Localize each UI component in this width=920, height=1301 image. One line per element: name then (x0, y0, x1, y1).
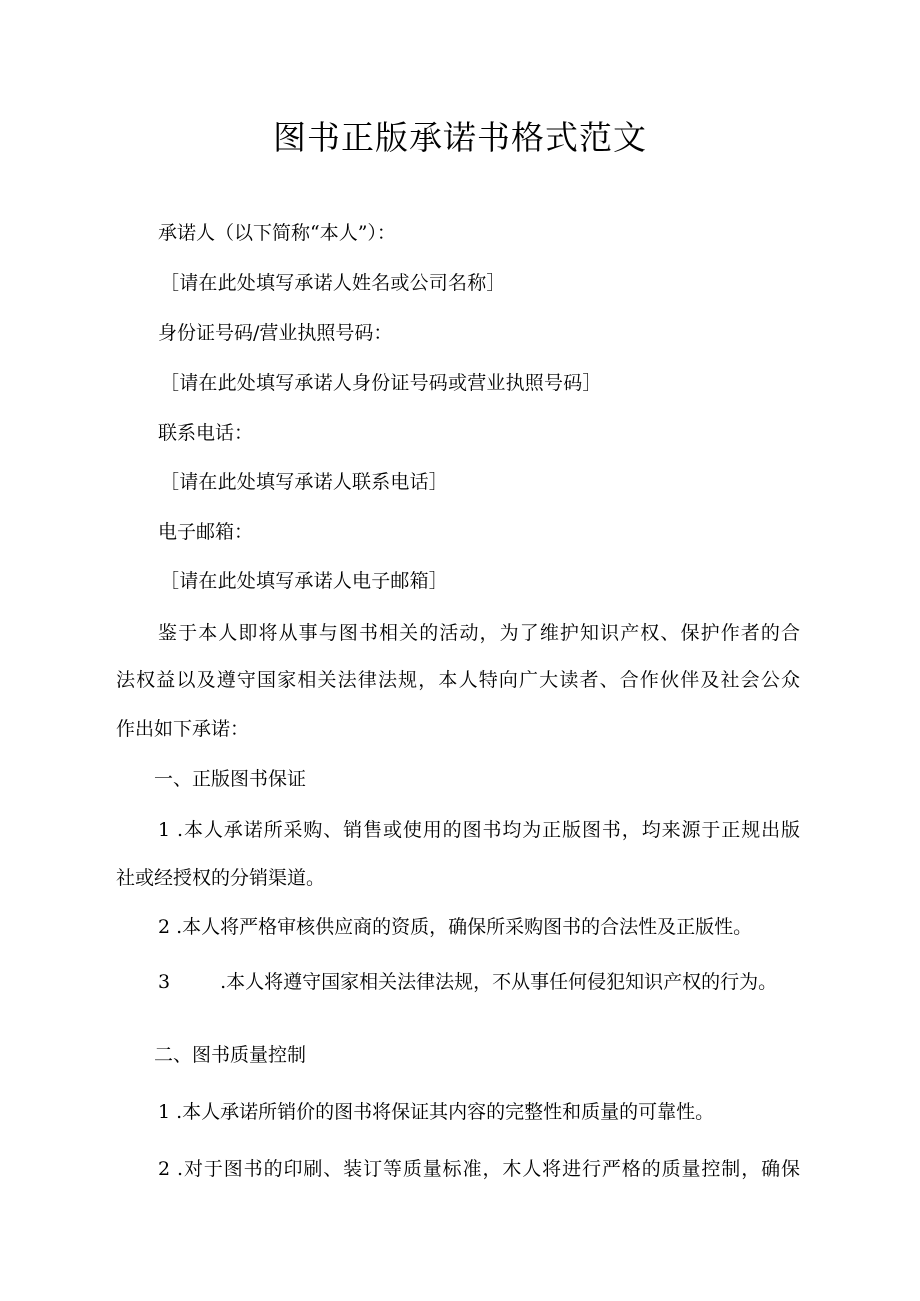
intro-line-1: 鉴于本人即将从事与图书相关的活动，为了维护知识产权、保护作者的合 (158, 622, 800, 644)
name-placeholder: ［请在此处填写承诺人姓名或公司名称］ (160, 272, 506, 294)
document-title: 图书正版承诺书格式范文 (273, 118, 647, 157)
section1-heading: 一、正版图书保证 (154, 768, 307, 790)
section1-item1-line1: 1 .本人承诺所采购、销售或使用的图书均为正版图书，均来源于正规出版 (158, 819, 800, 841)
phone-placeholder: ［请在此处填写承诺人联系电话］ (160, 471, 449, 493)
section1-item3-number: 3 (158, 971, 171, 993)
id-placeholder: ［请在此处填写承诺人身份证号码或营业执照号码］ (160, 372, 602, 394)
email-label: 电子邮箱： (158, 521, 254, 543)
section2-item2: 2 .对于图书的印刷、装订等质量标准，木人将进行严格的质量控制，确保 (158, 1158, 800, 1180)
section1-item1-line2: 社或经授权的分销渠道。 (116, 867, 326, 889)
section1-item3-text: .本人将遵守国家相关法律法规，不从事任何侵犯知识产权的行为。 (220, 971, 778, 993)
section1-item3 (158, 969, 777, 995)
section1-item2: 2 .本人将严格审核供应商的资质，确保所采购图书的合法性及正版性。 (158, 916, 753, 938)
section2-heading: 二、图书质量控制 (154, 1044, 307, 1066)
phone-label: 联系电话： (158, 422, 254, 444)
section2-item1: 1 .本人承诺所销价的图书将保证其内容的完整性和质量的可靠性。 (158, 1101, 715, 1123)
intro-line-2: 法权益以及遵守国家相关法律法规，本人特向广大读者、合作伙伴及社会公众 (116, 669, 800, 691)
email-placeholder: ［请在此处填写承诺人电子邮箱］ (160, 570, 449, 592)
intro-line-3: 作出如下承诺： (116, 718, 250, 740)
promisor-label: 承诺人（以下简称“本人”）： (158, 222, 396, 244)
id-label: 身份证号码/营业执照号码： (158, 322, 393, 344)
